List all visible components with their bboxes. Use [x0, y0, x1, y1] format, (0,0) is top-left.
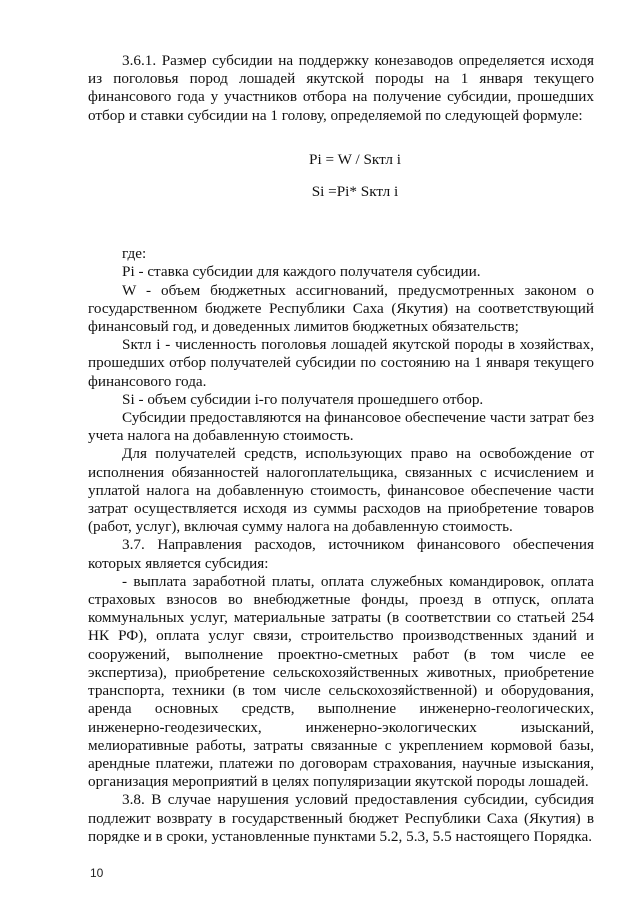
definition-sktl: Sктл i - численность поголовья лошадей якутской породы в хозяйствах, прошедших отбор получателей субсидии по состоянию на 1 января текущего финансового года. — [88, 336, 594, 390]
paragraph-3-7: 3.7. Направления расходов, источником финансового обеспечения которых является субсидия: — [88, 536, 594, 572]
paragraph-vat-exempt: Для получателей средств, использующих право на освобождение от исполнения обязанностей налогоплательщика, связанных с исчислением и уплатой налога на добавленную стоимость, финансовое обеспечение части затрат осуществляется исходя из суммы расходов на приобретение товаров (работ, услуг), включая сумму налога на добавленную стоимость. — [88, 445, 594, 536]
formula-rate: Pi = W / Sктл i — [309, 150, 401, 168]
text-column — [88, 52, 594, 846]
definition-w: W - объем бюджетных ассигнований, предусмотренных законом о государственном бюджете Республики Саха (Якутия) на соответствующий финансовый год, и доведенных лимитов бюджетных обязательств; — [88, 281, 594, 336]
formula-volume: Si =Pi* Sктл i — [311, 183, 399, 201]
paragraph-vat-excluded: Субсидии предоставляются на финансовое обеспечение части затрат без учета налога на добавленную стоимость. — [88, 409, 594, 445]
paragraph-3-8: 3.8. В случае нарушения условий предоставления субсидии, субсидия подлежит возврату в государственный бюджет Республики Саха (Якутия) в порядке и в сроки, установленные пунктами 5.2, 5.3, 5.5 настоящего Порядка. — [88, 791, 594, 845]
paragraph-3-7-expenses: - выплата заработной платы, оплата служебных командировок, оплата страховых взносов во внебюджетные фонды, проезд в отпуск, оплата коммунальных услуг, материальные затраты (в соответствии со статьей 254 НК РФ), оплата услуг связи, строительство производственных зданий и сооружений, выполнение проектно-сметных работ (в том числе ее экспертиза), приобретение сельскохозяйственных животных, приобретение транспорта, техники (в том числе сельскохозяйственной) и оборудования, аренда основных средств, выполнение инженерно-геологических, инженерно-геодезических, инженерно-экологических изысканий, мелиоративные работы, затраты связанные с укреплением кормовой базы, арендные платежи, платежи по договорам страхования, научные изыскания, организация мероприятий в целях популяризации якутской породы лошадей. — [88, 572, 594, 791]
page-number: 10 — [90, 866, 104, 880]
paragraph-3-6-1: 3.6.1. Размер субсидии на поддержку конезаводов определяется исходя из поголовья пород лошадей якутской породы на 1 января текущего финансового года у участников отбора на получение субсидии, прошедших отбор и ставки субсидии на 1 голову, определяемой по следующей формуле: — [88, 52, 594, 124]
where-label: где: — [122, 245, 147, 263]
definition-pi: Pi - ставка субсидии для каждого получателя субсидии. — [122, 263, 481, 281]
formula-gap — [88, 201, 594, 245]
definition-si: Si - объем субсидии i-го получателя прошедшего отбор. — [122, 390, 484, 408]
